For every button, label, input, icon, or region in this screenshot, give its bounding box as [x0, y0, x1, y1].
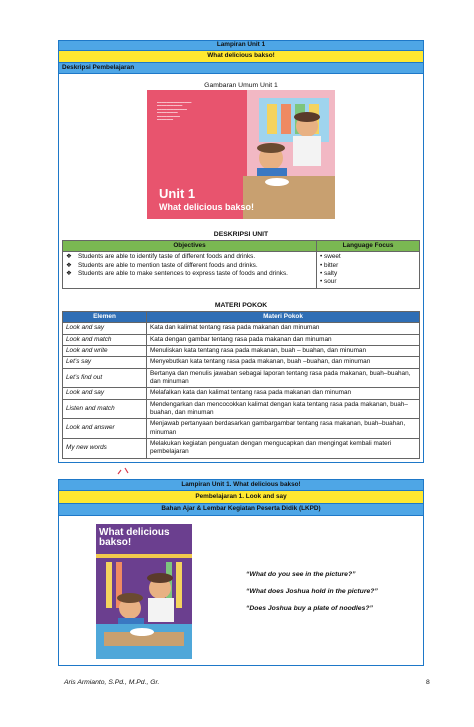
cover-small-text: ▬▬▬▬▬▬▬▬▬▬▬▬▬▬▬ ▬▬▬▬▬▬▬▬▬▬▬ ▬▬▬▬▬▬▬▬▬▬▬▬▬ ▬▬▬▬▬▬▬▬▬ ▬▬▬▬▬▬▬▬▬▬ ▬▬▬▬▬▬▬	[157, 102, 192, 122]
table-row: Look and match Kata dengan gambar tentang rasa pada makanan dan minuman	[63, 334, 420, 345]
cover-unit-title: What delicious bakso!	[159, 202, 255, 212]
materi-header: Materi Pokok	[147, 312, 420, 323]
band-bahan-ajar: Bahan Ajar & Lembar Kegiatan Peserta Didik (LKPD)	[59, 504, 423, 516]
band-lampiran-unit: Lampiran Unit 1	[59, 41, 423, 51]
language-item: • sweet	[320, 253, 341, 261]
band-deskripsi: Deskripsi Pembelajaran	[59, 63, 423, 74]
red-mark-icon	[116, 466, 130, 476]
objective-item: ❖ Students are able to identify taste of different foods and drinks.	[66, 253, 256, 261]
question-1: “What do you see in the picture?”	[246, 571, 356, 578]
table-row: Let’s find out Bertanya dan menulis jawaban sebagai laporan tentang rasa pada makanan, buah–buahan, dan minuman	[63, 368, 420, 388]
materi-table	[62, 311, 420, 459]
book-illustration	[96, 524, 192, 659]
cover-unit-label: Unit 1	[159, 186, 196, 201]
question-2: “What does Joshua hold in the picture?”	[246, 588, 378, 595]
table-row: Look and answer Menjawab pertanyaan berdasarkan gambargambar tentang rasa makanan, buah–buahan, minuman	[63, 419, 420, 439]
language-focus-header: Language Focus	[317, 241, 420, 252]
table-row: Look and say Kata dan kalimat tentang rasa pada makanan dan minuman	[63, 323, 420, 334]
band-unit-title: What delicious bakso!	[59, 51, 423, 63]
language-item: • bitter	[320, 261, 339, 269]
gambaran-title: Gambaran Umum Unit 1	[204, 82, 278, 89]
table-row: My new words Melakukan kegiatan penguatan dengan mengucapkan dan mengingat kembali materi pembelajaran	[63, 438, 420, 458]
objectives-table	[62, 240, 420, 289]
question-3: “Does Joshua buy a plate of noodles?”	[246, 605, 373, 612]
elemen-header: Elemen	[63, 312, 147, 323]
footer-author: Aris Armianto, S.Pd., M.Pd., Gr.	[64, 679, 160, 686]
table-row: Look and say Melafalkan kata dan kalimat tentang rasa pada makanan dan minuman	[63, 388, 420, 399]
book-cover-image	[147, 90, 335, 219]
table-row: Look and write Menuliskan kata tentang rasa pada makanan, buah – buahan, dan minuman	[63, 345, 420, 356]
materi-pokok-title: MATERI POKOK	[214, 302, 268, 309]
language-item: • salty	[320, 269, 338, 277]
table-row: Let’s say Menyebutkan kata tentang rasa pada makanan, buah –buahan, dan minuman	[63, 357, 420, 368]
table-row: Listen and match Mendengarkan dan mencocokkan kalimat dengan kata tentang rasa pada makanan, buah–buahan, dan minuman	[63, 399, 420, 419]
objectives-header: Objectives	[63, 241, 317, 252]
band-pembelajaran: Pembelajaran 1. Look and say	[59, 491, 423, 504]
objective-item: ❖ Students are able to make sentences to express taste of foods and drinks.	[66, 269, 288, 277]
language-item: • sour	[320, 278, 337, 286]
footer-page-number: 8	[426, 679, 430, 686]
deskripsi-unit-title: DESKRIPSI UNIT	[213, 231, 269, 238]
book-title: What delicious bakso!	[99, 527, 170, 548]
band-lampiran-unit-2: Lampiran Unit 1. What delicious bakso!	[59, 480, 423, 491]
objective-item: ❖ Students are able to mention taste of different foods and drinks.	[66, 261, 258, 269]
